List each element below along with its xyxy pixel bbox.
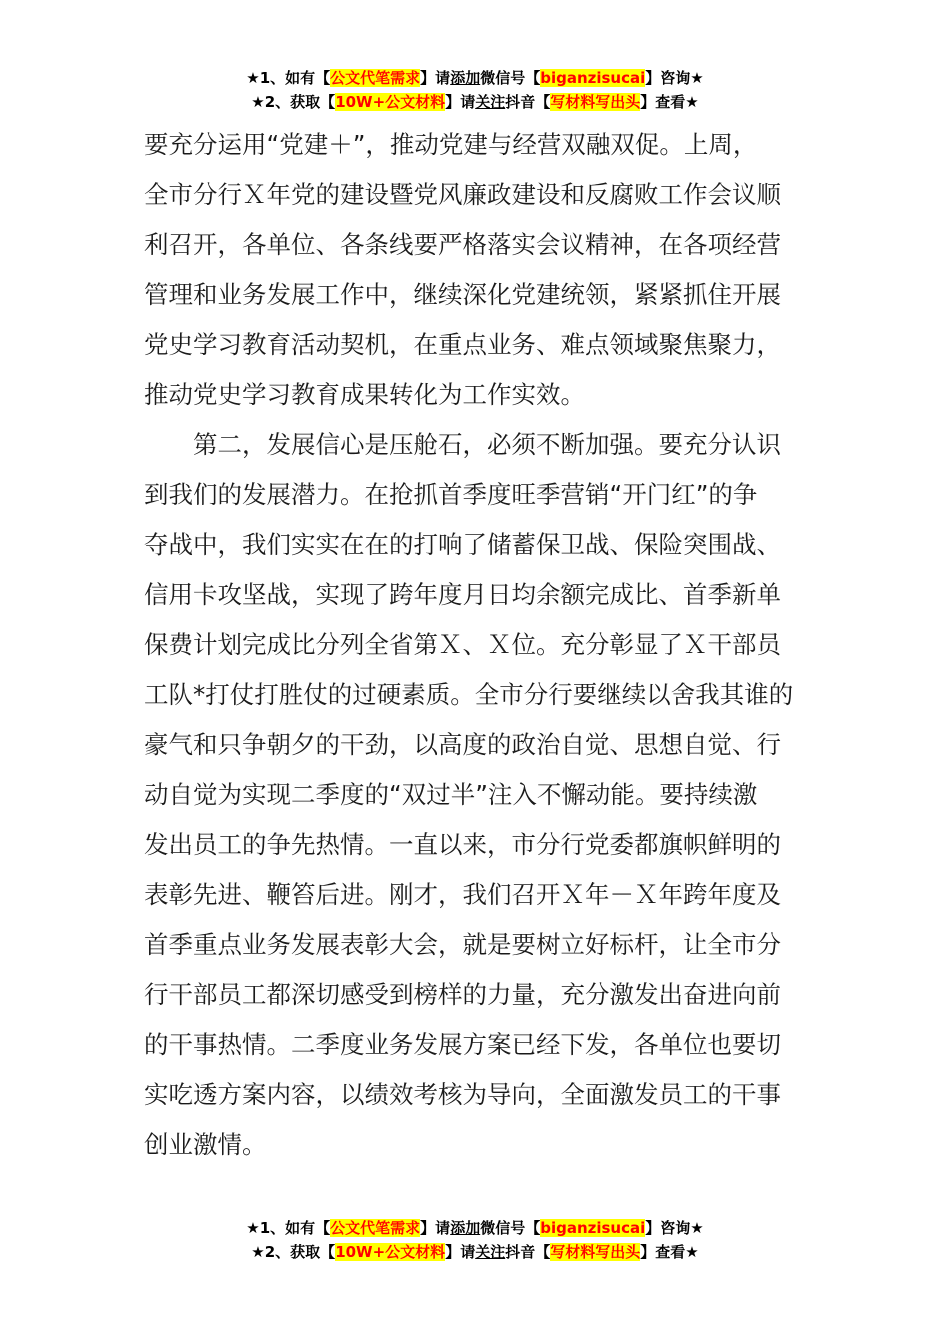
banner-line-1 [0, 66, 950, 90]
text-line: 到我们的发展潜力。在抢抓首季度旺季营销“开门红”的争 [144, 480, 758, 509]
document-body [144, 120, 808, 1170]
banner-text: 抖音【 [505, 1243, 551, 1261]
text-line: 创业激情。 [144, 1130, 267, 1159]
text-line: 发出员工的争先热情。一直以来，市分行党委都旗帜鲜明的 [144, 830, 781, 859]
text-line: 保费计划完成比分列全省第Ｘ、Ｘ位。充分彰显了Ｘ干部员 [144, 630, 781, 659]
banner-text: ★2、获取【 [251, 1243, 336, 1261]
banner-text: 】请 [420, 1219, 451, 1237]
header-banner [0, 66, 950, 114]
text-line: 利召开，各单位、各条线要严格落实会议精神，在各项经营 [144, 230, 781, 259]
banner-text: 微信号【 [480, 1219, 541, 1237]
underlined-text: 关注 [475, 93, 506, 111]
text-line: 实吃透方案内容，以绩效考核为导向，全面激发员工的干事 [144, 1080, 781, 1109]
banner-text: ★2、获取【 [251, 93, 336, 111]
footer-banner [0, 1216, 950, 1264]
douyin-id-highlight: 写材料写出头 [550, 1243, 641, 1261]
highlight-text: 10W+公文材料 [335, 1243, 446, 1261]
text-line: 推动党史学习教育成果转化为工作实效。 [144, 380, 585, 409]
underlined-text: 关注 [475, 1243, 506, 1261]
text-line: 动自觉为实现二季度的“双过半”注入不懈动能。要持续激 [144, 780, 758, 809]
highlight-text: 公文代笔需求 [330, 69, 421, 87]
banner-text: 】查看★ [640, 1243, 699, 1261]
banner-text: 】咨询★ [645, 69, 704, 87]
banner-line-2 [0, 90, 950, 114]
banner-text: 】咨询★ [645, 1219, 704, 1237]
banner-text: 】请 [445, 93, 476, 111]
text-line: 夺战中，我们实实在在的打响了储蓄保卫战、保险突围战、 [144, 530, 781, 559]
text-line: 工队*打仗打胜仗的过硬素质。全市分行要继续以舍我其谁的 [144, 680, 794, 709]
wechat-id-highlight: biganzisucai [540, 1219, 646, 1237]
banner-text: ★1、如有【 [246, 69, 331, 87]
banner-text: 微信号【 [480, 69, 541, 87]
text-line: 的干事热情。二季度业务发展方案已经下发，各单位也要切 [144, 1030, 781, 1059]
banner-line-2 [0, 1240, 950, 1264]
banner-text: 】请 [420, 69, 451, 87]
text-line: 表彰先进、鞭笞后进。刚才，我们召开Ｘ年－Ｘ年跨年度及 [144, 880, 781, 909]
text-line: 管理和业务发展工作中，继续深化党建统领，紧紧抓住开展 [144, 280, 781, 309]
text-line: 豪气和只争朝夕的干劲，以高度的政治自觉、思想自觉、行 [144, 730, 781, 759]
underlined-text: 添加 [450, 69, 481, 87]
text-line: 要充分运用“党建＋”，推动党建与经营双融双促。上周， [144, 130, 758, 159]
highlight-text: 10W+公文材料 [335, 93, 446, 111]
highlight-text: 公文代笔需求 [330, 1219, 421, 1237]
banner-text: 抖音【 [505, 93, 551, 111]
text-line: 党史学习教育活动契机，在重点业务、难点领域聚焦聚力， [144, 330, 781, 359]
wechat-id-highlight: biganzisucai [540, 69, 646, 87]
text-line: 信用卡攻坚战，实现了跨年度月日均余额完成比、首季新单 [144, 580, 781, 609]
banner-text: 】查看★ [640, 93, 699, 111]
text-line: 首季重点业务发展表彰大会，就是要树立好标杆，让全市分 [144, 930, 781, 959]
banner-text: 】请 [445, 1243, 476, 1261]
banner-text: ★1、如有【 [246, 1219, 331, 1237]
text-line: 全市分行Ｘ年党的建设暨党风廉政建设和反腐败工作会议顺 [144, 180, 781, 209]
banner-line-1 [0, 1216, 950, 1240]
douyin-id-highlight: 写材料写出头 [550, 93, 641, 111]
text-line: 行干部员工都深切感受到榜样的力量，充分激发出奋进向前 [144, 980, 781, 1009]
underlined-text: 添加 [450, 1219, 481, 1237]
text-line: 第二，发展信心是压舱石，必须不断加强。要充分认识 [144, 430, 781, 459]
